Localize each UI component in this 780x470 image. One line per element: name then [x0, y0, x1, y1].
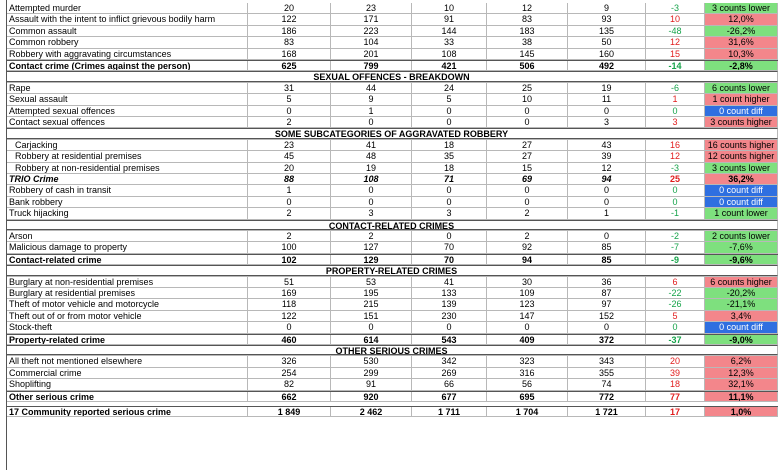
- year-4-value: 316: [487, 368, 568, 378]
- year-4-value: 0: [487, 106, 568, 116]
- year-4-value: 0: [487, 117, 568, 127]
- total-row: [6, 254, 778, 265]
- year-5-value: 94: [568, 174, 646, 184]
- percentage-change-badge: 3 counts lower: [705, 163, 778, 173]
- crime-category-label: Attempted murder: [6, 3, 248, 13]
- table-row: [6, 208, 778, 219]
- year-4-value: 2: [487, 231, 568, 241]
- year-3-value: 71: [412, 174, 487, 184]
- count-difference: 20: [646, 356, 705, 366]
- year-5-value: 1: [568, 208, 646, 218]
- year-1-value: 186: [248, 26, 331, 36]
- year-1-value: 31: [248, 83, 331, 93]
- percentage-change-badge: 6 counts lower: [705, 83, 778, 93]
- year-4-value: 69: [487, 174, 568, 184]
- year-2-value: 223: [331, 26, 412, 36]
- year-2-value: 2 462: [331, 407, 412, 416]
- crime-category-label: Rape: [6, 83, 248, 93]
- count-difference: 18: [646, 379, 705, 389]
- year-1-value: 88: [248, 174, 331, 184]
- year-4-value: 123: [487, 299, 568, 309]
- count-difference: -6: [646, 83, 705, 93]
- year-5-value: 12: [568, 163, 646, 173]
- year-1-value: 254: [248, 368, 331, 378]
- count-difference: 3: [646, 117, 705, 127]
- year-5-value: 3: [568, 117, 646, 127]
- year-1-value: 2: [248, 117, 331, 127]
- count-difference: 12: [646, 37, 705, 47]
- year-3-value: 24: [412, 83, 487, 93]
- year-2-value: 19: [331, 163, 412, 173]
- year-1-value: 102: [248, 255, 331, 264]
- crime-category-label: Contact crime (Crimes against the person): [6, 61, 248, 70]
- count-difference: -37: [646, 335, 705, 344]
- year-4-value: 10: [487, 94, 568, 104]
- count-difference: 25: [646, 174, 705, 184]
- year-2-value: 91: [331, 379, 412, 389]
- year-2-value: 0: [331, 117, 412, 127]
- year-4-value: 1 704: [487, 407, 568, 416]
- percentage-change-badge: 0 count diff: [705, 322, 778, 332]
- percentage-change-badge: -9,0%: [705, 335, 778, 344]
- year-5-value: 97: [568, 299, 646, 309]
- year-5-value: 0: [568, 185, 646, 195]
- year-4-value: 25: [487, 83, 568, 93]
- table-row: [6, 151, 778, 162]
- year-1-value: 0: [248, 322, 331, 332]
- year-2-value: 0: [331, 322, 412, 332]
- percentage-change-badge: -2,8%: [705, 61, 778, 70]
- percentage-change-badge: 12 counts higher: [705, 151, 778, 161]
- year-2-value: 44: [331, 83, 412, 93]
- count-difference: -14: [646, 61, 705, 70]
- year-5-value: 50: [568, 37, 646, 47]
- year-4-value: 109: [487, 288, 568, 298]
- count-difference: 10: [646, 14, 705, 24]
- percentage-change-badge: 3 counts lower: [705, 3, 778, 13]
- year-1-value: 0: [248, 197, 331, 207]
- section-title: SOME SUBCATEGORIES OF AGGRAVATED ROBBERY: [6, 128, 778, 138]
- year-5-value: 93: [568, 14, 646, 24]
- count-difference: 16: [646, 140, 705, 150]
- crime-category-label: Common robbery: [6, 37, 248, 47]
- year-5-value: 0: [568, 197, 646, 207]
- total-row: [6, 60, 778, 71]
- year-5-value: 19: [568, 83, 646, 93]
- year-4-value: 15: [487, 163, 568, 173]
- percentage-change-badge: -7,6%: [705, 242, 778, 252]
- crime-category-label: Truck hijacking: [6, 208, 248, 218]
- percentage-change-badge: 12,3%: [705, 368, 778, 378]
- count-difference: -22: [646, 288, 705, 298]
- percentage-change-badge: 0 count diff: [705, 106, 778, 116]
- year-5-value: 1 721: [568, 407, 646, 416]
- percentage-change-badge: 0 count diff: [705, 197, 778, 207]
- year-2-value: 3: [331, 208, 412, 218]
- crime-category-label: Commercial crime: [6, 368, 248, 378]
- year-1-value: 2: [248, 208, 331, 218]
- section-header-row: [6, 220, 778, 231]
- year-2-value: 53: [331, 277, 412, 287]
- crime-category-label: Other serious crime: [6, 392, 248, 401]
- year-5-value: 9: [568, 3, 646, 13]
- table-row: [6, 185, 778, 196]
- percentage-change-badge: -9,6%: [705, 255, 778, 264]
- year-3-value: 3: [412, 208, 487, 218]
- year-1-value: 2: [248, 231, 331, 241]
- year-3-value: 91: [412, 14, 487, 24]
- year-2-value: 108: [331, 174, 412, 184]
- crime-category-label: Burglary at non-residential premises: [6, 277, 248, 287]
- percentage-change-badge: 0 count diff: [705, 185, 778, 195]
- year-4-value: 695: [487, 392, 568, 401]
- year-2-value: 1: [331, 106, 412, 116]
- year-4-value: 2: [487, 208, 568, 218]
- year-4-value: 83: [487, 14, 568, 24]
- year-1-value: 100: [248, 242, 331, 252]
- crime-category-label: 17 Community reported serious crime: [6, 407, 248, 416]
- count-difference: 15: [646, 49, 705, 59]
- crime-category-label: Robbery with aggravating circumstances: [6, 49, 248, 59]
- crime-category-label: Stock-theft: [6, 322, 248, 332]
- section-header-row: [6, 71, 778, 82]
- year-3-value: 0: [412, 185, 487, 195]
- percentage-change-badge: -21,1%: [705, 299, 778, 309]
- year-3-value: 677: [412, 392, 487, 401]
- percentage-change-badge: 1 count lower: [705, 208, 778, 218]
- table-row: [6, 277, 778, 288]
- count-difference: -2: [646, 231, 705, 241]
- table-row: [6, 311, 778, 322]
- year-3-value: 230: [412, 311, 487, 321]
- crime-category-label: Theft out of or from motor vehicle: [6, 311, 248, 321]
- percentage-change-badge: -26,2%: [705, 26, 778, 36]
- year-3-value: 0: [412, 197, 487, 207]
- year-1-value: 20: [248, 3, 331, 13]
- year-4-value: 92: [487, 242, 568, 252]
- section-header-row: [6, 345, 778, 356]
- year-4-value: 323: [487, 356, 568, 366]
- year-3-value: 10: [412, 3, 487, 13]
- year-5-value: 772: [568, 392, 646, 401]
- table-row: [6, 368, 778, 379]
- year-3-value: 35: [412, 151, 487, 161]
- year-3-value: 144: [412, 26, 487, 36]
- table-row: [6, 288, 778, 299]
- year-1-value: 0: [248, 106, 331, 116]
- year-2-value: 129: [331, 255, 412, 264]
- table-row: [6, 117, 778, 128]
- percentage-change-badge: 6,2%: [705, 356, 778, 366]
- percentage-change-badge: 10,3%: [705, 49, 778, 59]
- year-1-value: 45: [248, 151, 331, 161]
- count-difference: 39: [646, 368, 705, 378]
- year-2-value: 2: [331, 231, 412, 241]
- year-3-value: 0: [412, 231, 487, 241]
- year-5-value: 152: [568, 311, 646, 321]
- year-4-value: 30: [487, 277, 568, 287]
- count-difference: -3: [646, 163, 705, 173]
- count-difference: -7: [646, 242, 705, 252]
- year-2-value: 195: [331, 288, 412, 298]
- year-2-value: 201: [331, 49, 412, 59]
- percentage-change-badge: 3 counts higher: [705, 117, 778, 127]
- percentage-change-badge: 16 counts higher: [705, 140, 778, 150]
- year-5-value: 87: [568, 288, 646, 298]
- table-row: [6, 14, 778, 25]
- year-3-value: 0: [412, 106, 487, 116]
- table-row: [6, 26, 778, 37]
- table-row: [6, 322, 778, 333]
- year-1-value: 5: [248, 94, 331, 104]
- year-5-value: 11: [568, 94, 646, 104]
- year-1-value: 23: [248, 140, 331, 150]
- year-3-value: 133: [412, 288, 487, 298]
- crime-category-label: Bank robbery: [6, 197, 248, 207]
- section-title: CONTACT-RELATED CRIMES: [6, 220, 778, 230]
- count-difference: 0: [646, 185, 705, 195]
- percentage-change-badge: -20,2%: [705, 288, 778, 298]
- count-difference: 5: [646, 311, 705, 321]
- year-1-value: 122: [248, 311, 331, 321]
- count-difference: 12: [646, 151, 705, 161]
- year-4-value: 12: [487, 3, 568, 13]
- year-3-value: 108: [412, 49, 487, 59]
- percentage-change-badge: 31,6%: [705, 37, 778, 47]
- year-2-value: 48: [331, 151, 412, 161]
- year-4-value: 506: [487, 61, 568, 70]
- year-4-value: 147: [487, 311, 568, 321]
- year-2-value: 151: [331, 311, 412, 321]
- percentage-change-badge: 12,0%: [705, 14, 778, 24]
- year-3-value: 70: [412, 242, 487, 252]
- count-difference: 0: [646, 106, 705, 116]
- year-1-value: 1: [248, 185, 331, 195]
- year-2-value: 41: [331, 140, 412, 150]
- table-row: [6, 242, 778, 253]
- year-2-value: 530: [331, 356, 412, 366]
- year-4-value: 27: [487, 151, 568, 161]
- crime-category-label: Malicious damage to property: [6, 242, 248, 252]
- crime-category-label: TRIO Crime: [6, 174, 248, 184]
- year-3-value: 0: [412, 322, 487, 332]
- year-5-value: 343: [568, 356, 646, 366]
- year-1-value: 118: [248, 299, 331, 309]
- percentage-change-badge: 1 count higher: [705, 94, 778, 104]
- table-row: [6, 231, 778, 242]
- crime-category-label: Property-related crime: [6, 335, 248, 344]
- year-2-value: 104: [331, 37, 412, 47]
- crime-category-label: Carjacking: [6, 140, 248, 150]
- year-2-value: 799: [331, 61, 412, 70]
- percentage-change-badge: 2 counts lower: [705, 231, 778, 241]
- year-1-value: 662: [248, 392, 331, 401]
- year-1-value: 122: [248, 14, 331, 24]
- crime-category-label: Arson: [6, 231, 248, 241]
- year-5-value: 0: [568, 231, 646, 241]
- year-4-value: 38: [487, 37, 568, 47]
- total-row: [6, 391, 778, 402]
- year-5-value: 492: [568, 61, 646, 70]
- count-difference: 0: [646, 197, 705, 207]
- crime-category-label: Assault with the intent to inflict grievous bodily harm: [6, 14, 248, 24]
- crime-category-label: Burglary at residential premises: [6, 288, 248, 298]
- crime-category-label: Shoplifting: [6, 379, 248, 389]
- year-3-value: 342: [412, 356, 487, 366]
- percentage-change-badge: 36,2%: [705, 174, 778, 184]
- table-row: [6, 94, 778, 105]
- year-5-value: 355: [568, 368, 646, 378]
- section-title: PROPERTY-RELATED CRIMES: [6, 265, 778, 275]
- year-2-value: 0: [331, 185, 412, 195]
- year-4-value: 56: [487, 379, 568, 389]
- trio-row: [6, 174, 778, 185]
- year-5-value: 160: [568, 49, 646, 59]
- year-1-value: 20: [248, 163, 331, 173]
- year-5-value: 0: [568, 322, 646, 332]
- count-difference: 77: [646, 392, 705, 401]
- crime-category-label: Contact sexual offences: [6, 117, 248, 127]
- table-row: [6, 37, 778, 48]
- year-1-value: 625: [248, 61, 331, 70]
- percentage-change-badge: 11,1%: [705, 392, 778, 401]
- table-row: [6, 356, 778, 367]
- crime-category-label: Sexual assault: [6, 94, 248, 104]
- crime-category-label: Robbery at residential premises: [6, 151, 248, 161]
- year-4-value: 94: [487, 255, 568, 264]
- count-difference: -3: [646, 3, 705, 13]
- year-2-value: 614: [331, 335, 412, 344]
- year-5-value: 85: [568, 255, 646, 264]
- count-difference: 1: [646, 94, 705, 104]
- year-2-value: 23: [331, 3, 412, 13]
- crime-category-label: All theft not mentioned elsewhere: [6, 356, 248, 366]
- section-header-row: [6, 128, 778, 139]
- year-2-value: 0: [331, 197, 412, 207]
- year-3-value: 18: [412, 163, 487, 173]
- section-title: OTHER SERIOUS CRIMES: [6, 345, 778, 355]
- year-3-value: 543: [412, 335, 487, 344]
- crime-category-label: Attempted sexual offences: [6, 106, 248, 116]
- table-row: [6, 379, 778, 390]
- year-3-value: 41: [412, 277, 487, 287]
- count-difference: 17: [646, 407, 705, 416]
- total-row: [6, 334, 778, 345]
- year-2-value: 171: [331, 14, 412, 24]
- crime-category-label: Contact-related crime: [6, 255, 248, 264]
- year-4-value: 183: [487, 26, 568, 36]
- year-4-value: 27: [487, 140, 568, 150]
- section-header-row: [6, 265, 778, 276]
- year-3-value: 5: [412, 94, 487, 104]
- year-3-value: 18: [412, 140, 487, 150]
- count-difference: 6: [646, 277, 705, 287]
- crime-category-label: Theft of motor vehicle and motorcycle: [6, 299, 248, 309]
- table-row: [6, 140, 778, 151]
- year-1-value: 51: [248, 277, 331, 287]
- count-difference: -1: [646, 208, 705, 218]
- year-2-value: 9: [331, 94, 412, 104]
- year-2-value: 299: [331, 368, 412, 378]
- year-2-value: 215: [331, 299, 412, 309]
- year-4-value: 0: [487, 185, 568, 195]
- year-5-value: 135: [568, 26, 646, 36]
- table-row: [6, 106, 778, 117]
- count-difference: -9: [646, 255, 705, 264]
- year-4-value: 409: [487, 335, 568, 344]
- count-difference: 0: [646, 322, 705, 332]
- year-2-value: 127: [331, 242, 412, 252]
- crime-category-label: Robbery at non-residential premises: [6, 163, 248, 173]
- year-4-value: 0: [487, 197, 568, 207]
- year-1-value: 460: [248, 335, 331, 344]
- crime-category-label: Robbery of cash in transit: [6, 185, 248, 195]
- year-5-value: 85: [568, 242, 646, 252]
- year-1-value: 168: [248, 49, 331, 59]
- year-3-value: 66: [412, 379, 487, 389]
- year-3-value: 0: [412, 117, 487, 127]
- table-row: [6, 3, 778, 14]
- year-3-value: 70: [412, 255, 487, 264]
- crime-category-label: Common assault: [6, 26, 248, 36]
- total-row: [6, 406, 778, 417]
- year-1-value: 326: [248, 356, 331, 366]
- year-3-value: 269: [412, 368, 487, 378]
- year-5-value: 372: [568, 335, 646, 344]
- count-difference: -48: [646, 26, 705, 36]
- section-title: SEXUAL OFFENCES - BREAKDOWN: [6, 71, 778, 81]
- year-1-value: 169: [248, 288, 331, 298]
- percentage-change-badge: 1,0%: [705, 407, 778, 416]
- year-1-value: 82: [248, 379, 331, 389]
- year-4-value: 145: [487, 49, 568, 59]
- percentage-change-badge: 6 counts higher: [705, 277, 778, 287]
- table-row: [6, 197, 778, 208]
- year-1-value: 1 849: [248, 407, 331, 416]
- year-3-value: 421: [412, 61, 487, 70]
- year-5-value: 36: [568, 277, 646, 287]
- year-5-value: 43: [568, 140, 646, 150]
- year-3-value: 33: [412, 37, 487, 47]
- year-5-value: 0: [568, 106, 646, 116]
- year-3-value: 139: [412, 299, 487, 309]
- year-3-value: 1 711: [412, 407, 487, 416]
- count-difference: -26: [646, 299, 705, 309]
- year-5-value: 74: [568, 379, 646, 389]
- table-row: [6, 163, 778, 174]
- year-1-value: 83: [248, 37, 331, 47]
- percentage-change-badge: 3,4%: [705, 311, 778, 321]
- table-row: [6, 49, 778, 60]
- year-5-value: 39: [568, 151, 646, 161]
- year-4-value: 0: [487, 322, 568, 332]
- table-row: [6, 83, 778, 94]
- table-row: [6, 299, 778, 310]
- percentage-change-badge: 32,1%: [705, 379, 778, 389]
- year-2-value: 920: [331, 392, 412, 401]
